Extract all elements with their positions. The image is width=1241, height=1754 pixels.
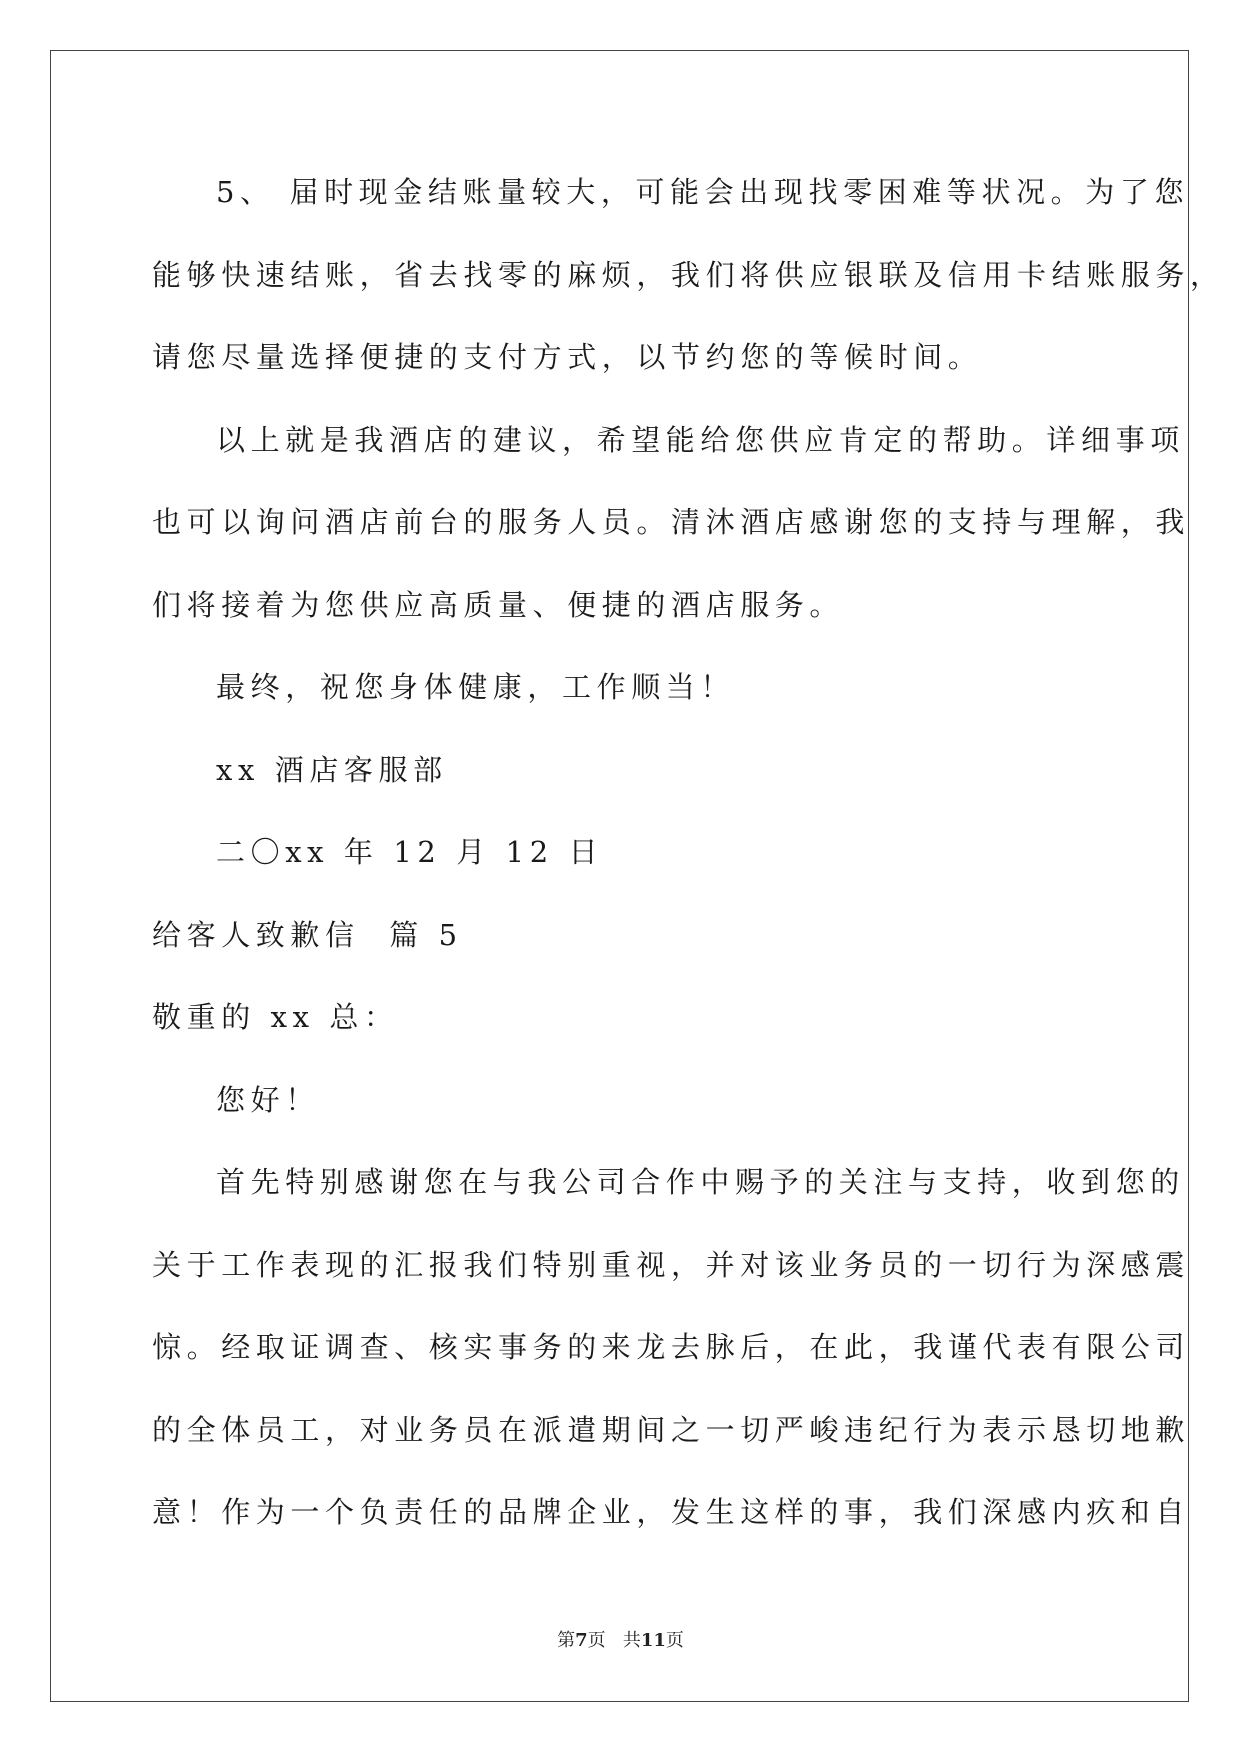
text-line: 的全体员工，对业务员在派遣期间之一切严峻违纪行为表示恳切地歉 <box>152 1412 1191 1447</box>
footer-prefix: 第 <box>557 1630 576 1651</box>
text-line: 关于工作表现的汇报我们特别重视，并对该业务员的一切行为深感震 <box>152 1247 1191 1282</box>
greeting: 您好！ <box>216 1082 320 1117</box>
salutation: 敬重的 xx 总： <box>152 1000 399 1034</box>
text-line: 请您尽量选择便捷的支付方式，以节约您的等候时间。 <box>152 340 983 374</box>
footer-page-unit: 页 <box>587 1630 606 1651</box>
text-line: 首先特别感谢您在与我公司合作中赐予的关注与支持，收到您的 <box>216 1165 1185 1199</box>
text-line: 们将接着为您供应高质量、便捷的酒店服务。 <box>152 587 845 622</box>
text-line: 意！作为一个负责任的品牌企业，发生这样的事，我们深感内疚和自 <box>152 1495 1191 1529</box>
sender-signature: xx 酒店客服部 <box>216 752 448 787</box>
letter-date: 二〇xx 年 12 月 12 日 <box>216 835 604 869</box>
page-footer <box>0 1626 1241 1652</box>
section-heading: 给客人致歉信 篇 5 <box>152 917 463 952</box>
document-body <box>152 158 1225 1561</box>
closing-wish: 最终，祝您身体健康，工作顺当！ <box>216 670 736 704</box>
text-line: 惊。经取证调查、核实事务的来龙去脉后，在此，我谨代表有限公司 <box>152 1330 1191 1364</box>
text-line: 5、 届时现金结账量较大，可能会出现找零困难等状况。为了您 <box>216 175 1190 209</box>
text-line: 能够快速结账，省去找零的麻烦，我们将供应银联及信用卡结账服务， <box>152 257 1225 292</box>
footer-total-unit: 页 <box>665 1630 684 1651</box>
total-page-count: 11 <box>640 1630 666 1651</box>
current-page-number: 7 <box>575 1630 588 1651</box>
text-line: 以上就是我酒店的建议，希望能给您供应肯定的帮助。详细事项 <box>216 422 1185 457</box>
footer-total-prefix: 共 <box>622 1630 641 1651</box>
text-line: 也可以询问酒店前台的服务人员。清沐酒店感谢您的支持与理解，我 <box>152 505 1191 539</box>
